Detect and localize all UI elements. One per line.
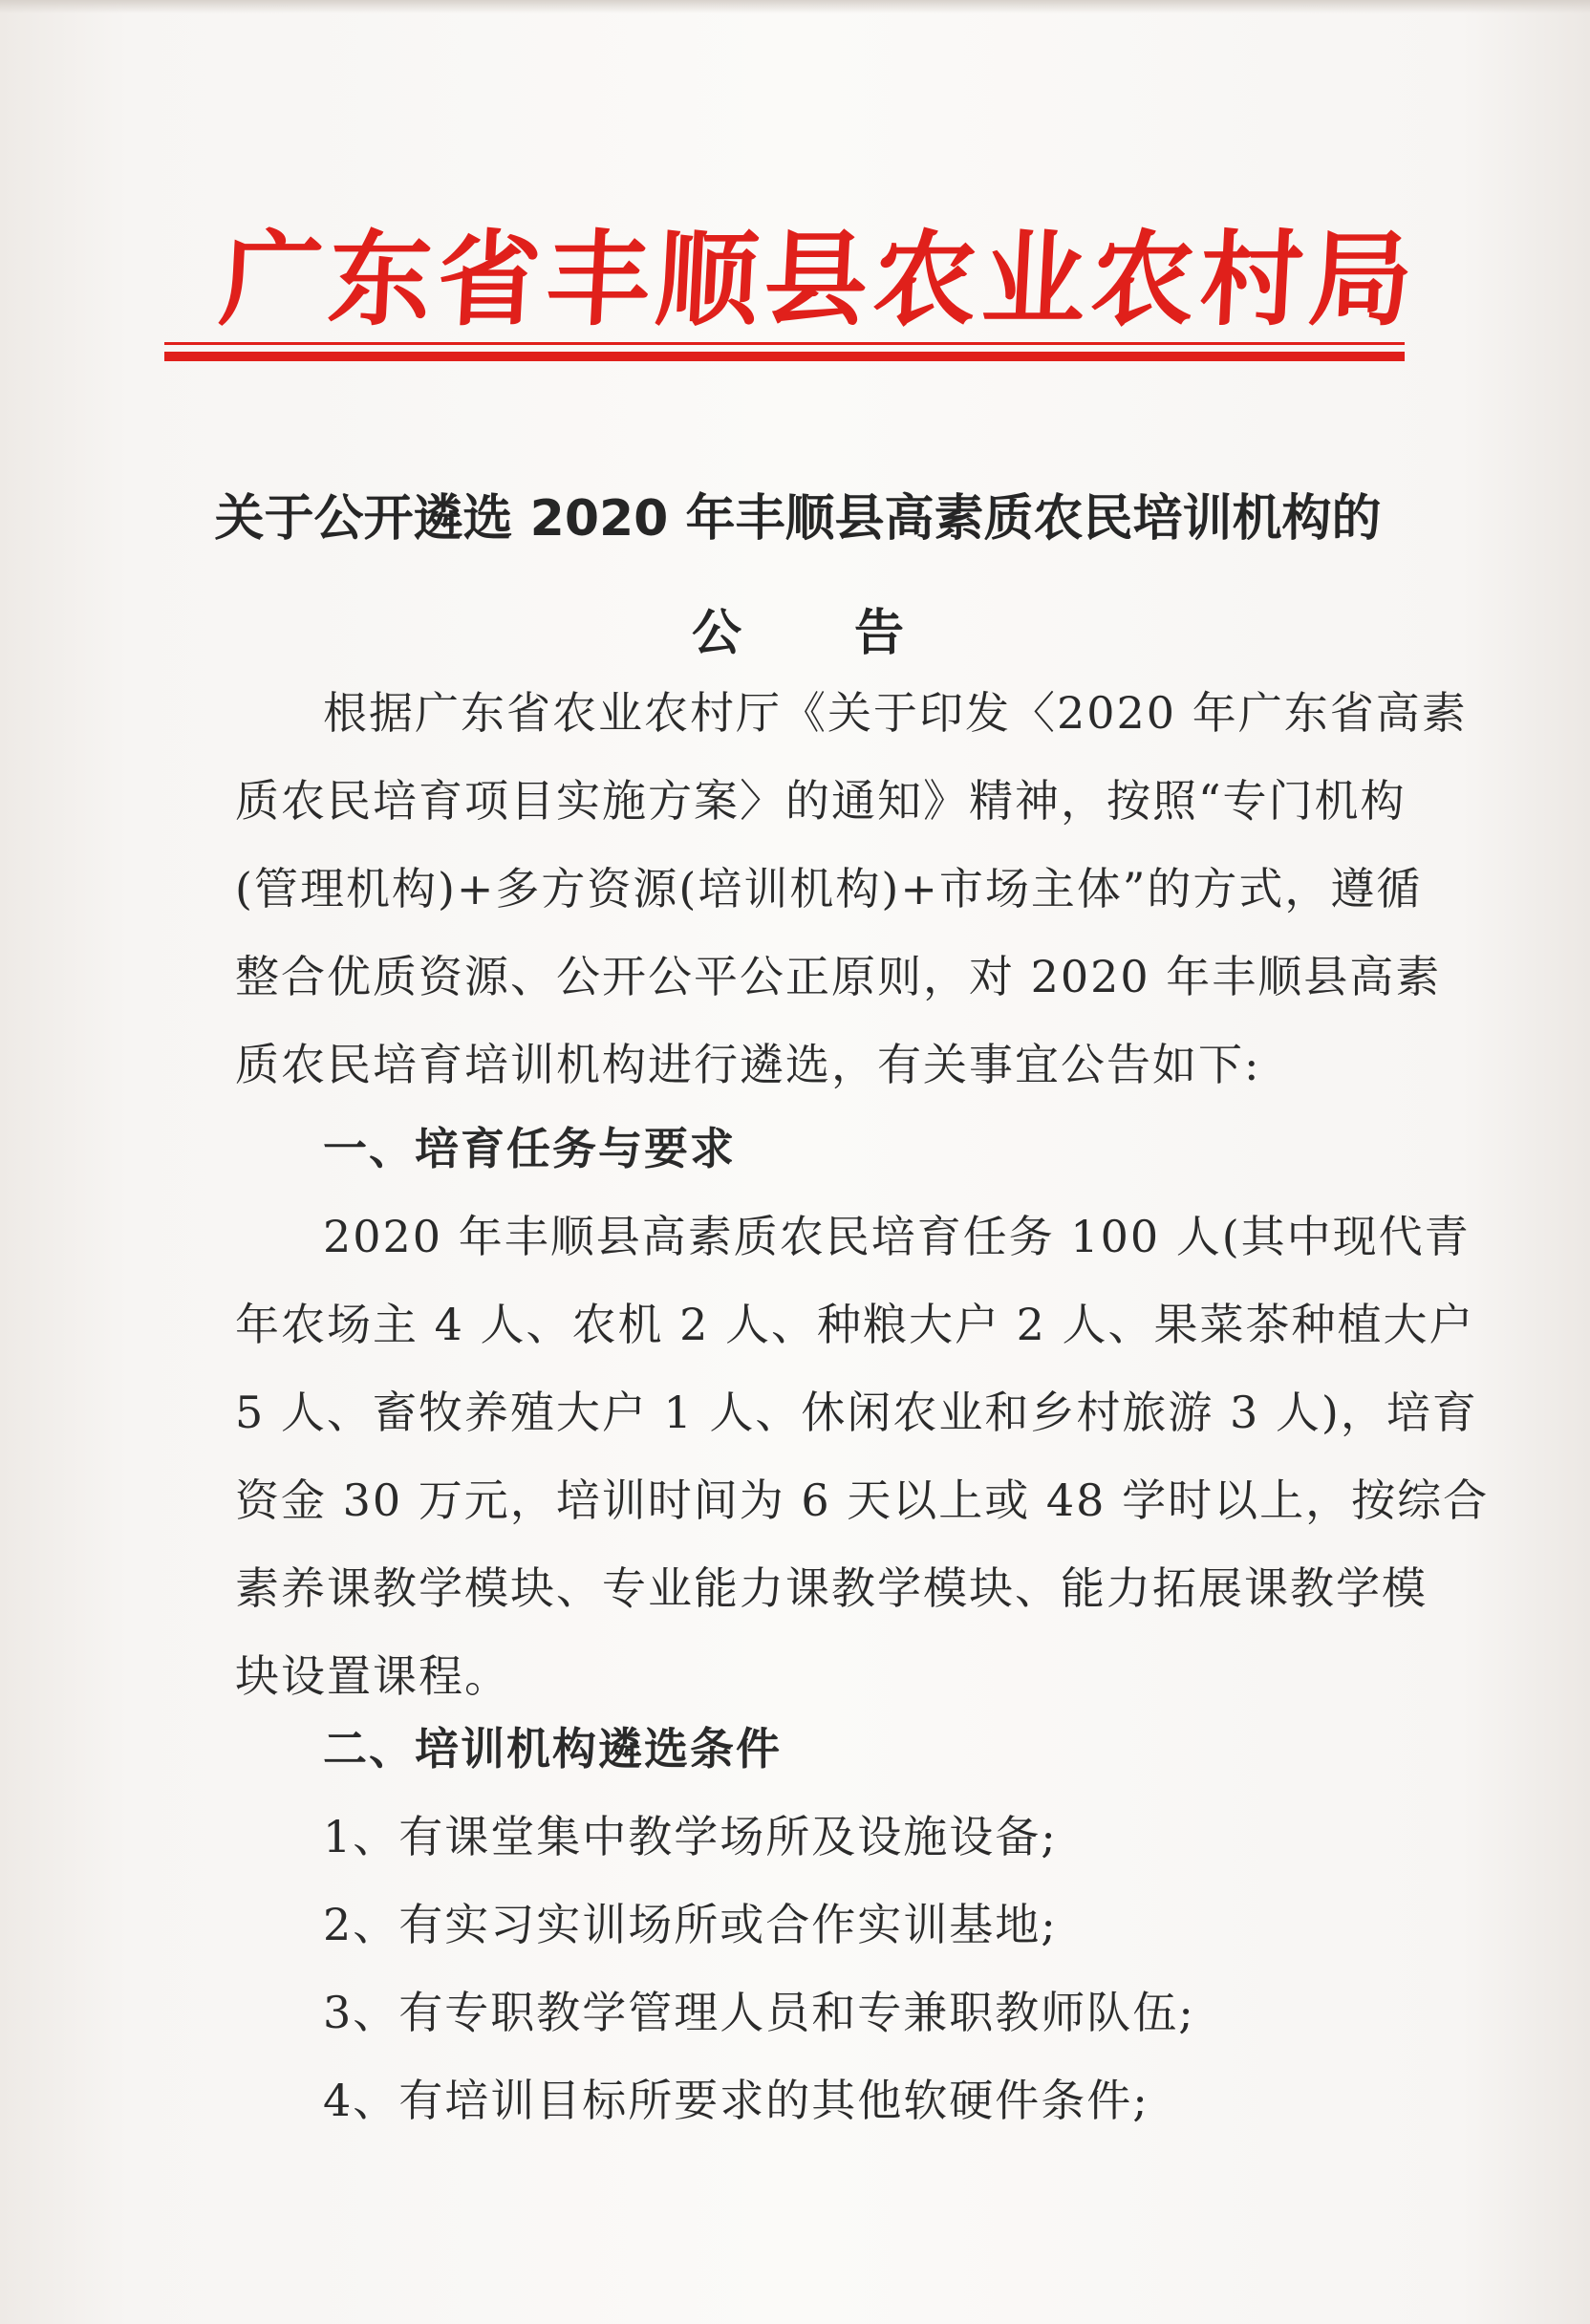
letterhead-org-name: 广东省丰顺县农业农村局 [216, 220, 1422, 340]
section2-item: 3、有专职教学管理人员和专兼职教师队伍; [323, 1987, 1195, 2038]
intro-line: (管理机构)+多方资源(培训机构)+市场主体”的方式，遵循 [235, 863, 1423, 915]
intro-line: 质农民培育培训机构进行遴选，有关事宜公告如下: [235, 1039, 1261, 1090]
section1-heading: 一、培育任务与要求 [323, 1123, 736, 1174]
section1-line: 2020 年丰顺县高素质农民培育任务 100 人(其中现代青 [323, 1211, 1471, 1262]
intro-line: 质农民培育项目实施方案〉的通知》精神，按照“专门机构 [235, 775, 1407, 827]
intro-line: 根据广东省农业农村厅《关于印发〈2020 年广东省高素 [323, 687, 1468, 739]
section1 [235, 1105, 1490, 1720]
section1-line: 年农场主 4 人、农机 2 人、种粮大户 2 人、果菜茶种植大户 [235, 1299, 1475, 1350]
section1-line: 素养课教学模块、专业能力课教学模块、能力拓展课教学模 [235, 1562, 1428, 1614]
document-title-line2: 公 告 [691, 605, 953, 662]
letterhead-rule-thin [164, 342, 1405, 345]
section1-line: 5 人、畜牧养殖大户 1 人、休闲农业和乡村旅游 3 人)，培育 [235, 1387, 1478, 1438]
intro-paragraph [235, 669, 1468, 1108]
letterhead-rule-thick [164, 352, 1405, 361]
section2-heading: 二、培训机构遴选条件 [323, 1723, 782, 1775]
section1-line: 资金 30 万元，培训时间为 6 天以上或 48 学时以上，按综合 [235, 1474, 1490, 1526]
section1-line: 块设置课程。 [235, 1650, 510, 1702]
section2-item: 4、有培训目标所要求的其他软硬件条件; [323, 2075, 1150, 2126]
intro-line: 整合优质资源、公开公平公正原则，对 2020 年丰顺县高素 [235, 951, 1442, 1002]
paper-edge-shadow [0, 0, 1590, 13]
document-title-line1: 关于公开遴选 2020 年丰顺县高素质农民培训机构的 [214, 490, 1382, 548]
section2-item: 1、有课堂集中教学场所及设施设备; [323, 1811, 1058, 1862]
section2-item: 2、有实习实训场所或合作实训基地; [323, 1899, 1058, 1950]
section2 [235, 1705, 1361, 2144]
